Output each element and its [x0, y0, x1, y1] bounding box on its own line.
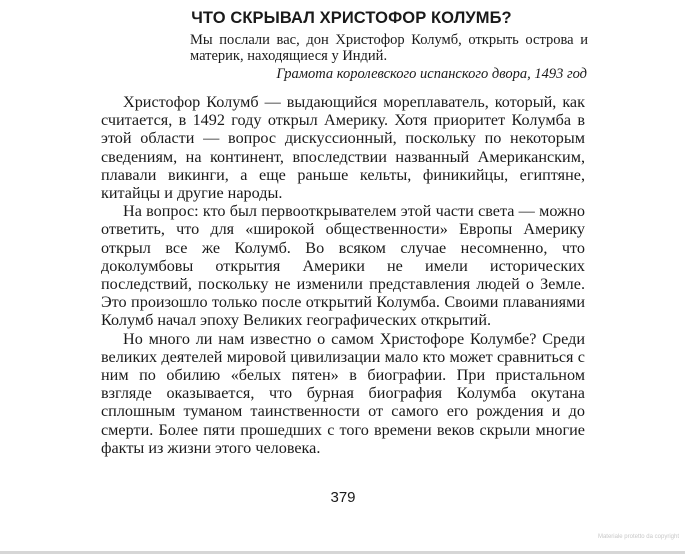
paragraph: Но много ли нам известно о самом Христофоре Колумбе? Среди великих деятелей мировой цивилизации мало кто может сравниться с ним по обилию «белых пятен» в биографии. При пристальном взгляде оказывается, что бурная биография Колумба окутана сплошным туманом таинственности от самого его рождения и до смерти. Более пяти прошедших с того времени веков скрыли многие факты из жизни этого человека. — [101, 329, 585, 457]
paragraph: Христофор Колумб — выдающийся мореплаватель, который, как считается, в 1492 году открыл Америку. Хотя приоритет Колумба в этой области — вопрос дискуссионный, поскольку по некоторым сведениям, на континент, впоследствии названный Американским, плавали викинги, а еще раньше кельты, финикийцы, египтяне, китайцы и другие народы. — [101, 93, 585, 203]
epigraph-source: Грамота королевского испанского двора, 1493 год — [276, 66, 587, 82]
chapter-title: ЧТО СКРЫВАЛ ХРИСТОФОР КОЛУМБ? — [191, 9, 512, 27]
epigraph-text: Мы послали вас, дон Христофор Колумб, открыть острова и материк, находящиеся у Индий. — [190, 32, 588, 64]
copyright-watermark: Materiale protetto da copyright — [597, 534, 679, 540]
body-text — [101, 93, 585, 457]
paragraph: На вопрос: кто был первооткрывателем этой части света — можно ответить, что для «широкой общественности» Европы Америку открыл все же Колумб. Во всяком случае несомненно, что доколумбовы открытия Америки не имели исторических последствий, поскольку не изменили представления людей о Земле. Это произошло только после открытий Колумба. Своими плаваниями Колумб начал эпоху Великих географических открытий. — [101, 202, 585, 330]
page-number: 379 — [330, 489, 356, 506]
